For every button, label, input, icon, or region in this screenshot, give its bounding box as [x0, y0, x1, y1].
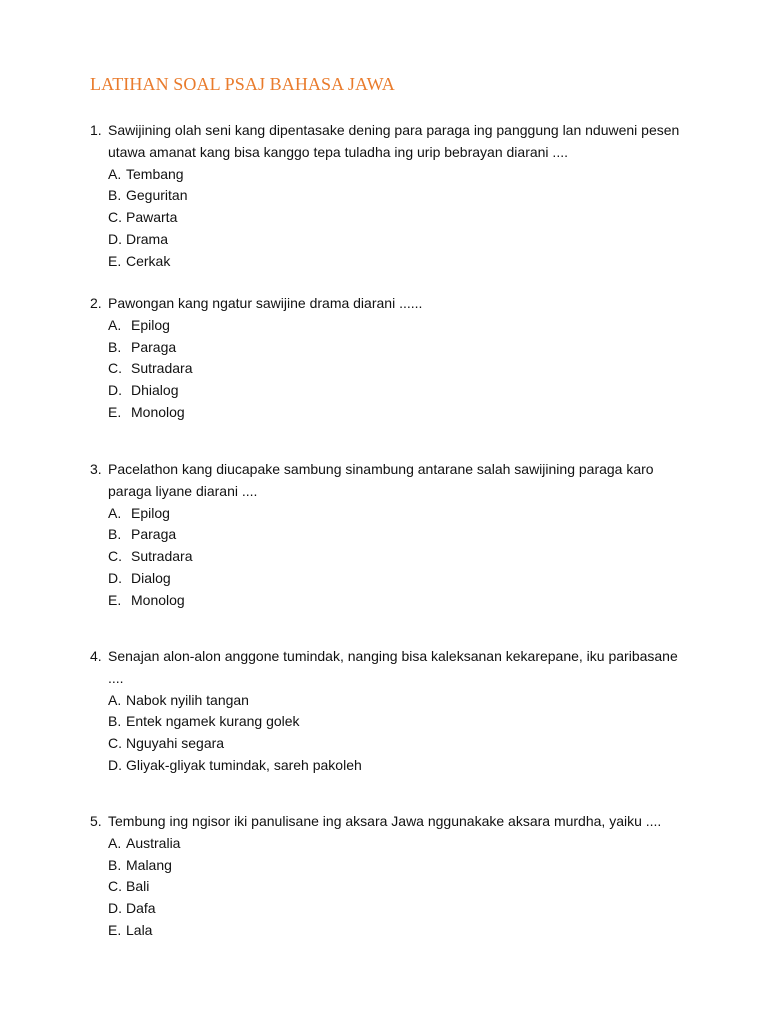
option-text: Cerkak [126, 252, 171, 269]
option-text: Drama [126, 230, 169, 247]
option-d [108, 568, 690, 590]
option-letter: C. [108, 735, 122, 752]
option-d [108, 755, 690, 777]
option-e [108, 251, 690, 273]
option-text: Nguyahi segara [126, 735, 225, 752]
option-b [108, 524, 690, 546]
option-b [108, 337, 690, 359]
option-e [108, 590, 690, 612]
document-title: LATIHAN SOAL PSAJ BAHASA JAWA [90, 74, 395, 94]
option-list [90, 690, 690, 777]
option-letter: D. [108, 230, 122, 247]
option-list [90, 315, 690, 424]
question-number: 5. [90, 813, 102, 829]
question-3 [90, 459, 690, 612]
option-text: Tembang [126, 165, 184, 182]
question-number: 1. [90, 122, 102, 138]
option-list [90, 164, 690, 273]
option-c [108, 733, 690, 755]
question-text: Pacelathon kang diucapake sambung sinambung antarane salah sawijining paraga karo paraga liyane diarani .... [108, 461, 654, 499]
option-letter: D. [108, 756, 122, 773]
option-letter: A. [108, 165, 122, 182]
option-text: Paraga [131, 526, 177, 543]
option-letter: C. [108, 209, 122, 226]
option-a [108, 833, 690, 855]
option-a [108, 315, 690, 337]
option-letter: A. [108, 316, 122, 333]
option-d [108, 898, 690, 920]
option-text: Sutradara [131, 548, 193, 565]
option-letter: B. [108, 856, 122, 873]
option-text: Monolog [131, 591, 185, 608]
option-text: Sutradara [131, 360, 193, 377]
option-b [108, 711, 690, 733]
option-letter: B. [108, 187, 122, 204]
option-text: Geguritan [126, 187, 188, 204]
option-letter: A. [108, 691, 122, 708]
question-5 [90, 811, 690, 942]
option-text: Dialog [131, 569, 171, 586]
option-letter: A. [108, 504, 122, 521]
option-letter: D. [108, 900, 122, 917]
option-text: Pawarta [126, 209, 178, 226]
option-c [108, 546, 690, 568]
question-stem [90, 459, 690, 503]
option-letter: B. [108, 338, 122, 355]
option-c [108, 358, 690, 380]
option-text: Epilog [131, 316, 170, 333]
question-text: Sawijining olah seni kang dipentasake dening para paraga ing panggung lan nduweni pesen utawa amanat kang bisa kanggo tepa tuladha ing urip bebrayan diarani .... [108, 122, 680, 160]
question-text: Senajan alon-alon anggone tumindak, nanging bisa kaleksanan kekarepane, iku paribasane .... [108, 648, 678, 686]
option-text: Epilog [131, 504, 170, 521]
option-text: Entek ngamek kurang golek [126, 713, 300, 730]
option-a [108, 164, 690, 186]
option-d [108, 380, 690, 402]
option-list [90, 833, 690, 942]
option-letter: C. [108, 548, 122, 565]
option-letter: A. [108, 834, 122, 851]
question-number: 2. [90, 295, 102, 311]
question-1 [90, 120, 690, 273]
option-d [108, 229, 690, 251]
question-text: Pawongan kang ngatur sawijine drama diarani ...... [108, 295, 423, 311]
option-c [108, 876, 690, 898]
option-letter: C. [108, 878, 122, 895]
option-letter: E. [108, 252, 122, 269]
option-letter: D. [108, 382, 122, 399]
option-text: Malang [126, 856, 172, 873]
option-text: Dafa [126, 900, 156, 917]
option-a [108, 690, 690, 712]
question-text: Tembung ing ngisor iki panulisane ing aksara Jawa nggunakake aksara murdha, yaiku .... [108, 813, 662, 829]
question-number: 3. [90, 461, 102, 477]
question-stem [90, 811, 690, 833]
option-letter: E. [108, 403, 122, 420]
option-text: Nabok nyilih tangan [126, 691, 249, 708]
question-stem [90, 120, 690, 164]
option-text: Bali [126, 878, 150, 895]
option-a [108, 503, 690, 525]
option-letter: E. [108, 591, 122, 608]
option-b [108, 185, 690, 207]
question-number: 4. [90, 648, 102, 664]
option-text: Gliyak-gliyak tumindak, sareh pakoleh [126, 756, 362, 773]
option-letter: B. [108, 526, 122, 543]
option-text: Dhialog [131, 382, 179, 399]
question-stem [90, 293, 690, 315]
option-text: Paraga [131, 338, 177, 355]
option-text: Lala [126, 921, 153, 938]
option-letter: E. [108, 921, 122, 938]
option-c [108, 207, 690, 229]
option-text: Australia [126, 834, 181, 851]
option-letter: C. [108, 360, 122, 377]
question-2 [90, 293, 690, 424]
option-text: Monolog [131, 403, 185, 420]
question-stem [90, 646, 690, 690]
option-letter: D. [108, 569, 122, 586]
question-4 [90, 646, 690, 777]
option-b [108, 855, 690, 877]
option-e [108, 920, 690, 942]
option-list [90, 503, 690, 612]
option-letter: B. [108, 713, 122, 730]
option-e [108, 402, 690, 424]
